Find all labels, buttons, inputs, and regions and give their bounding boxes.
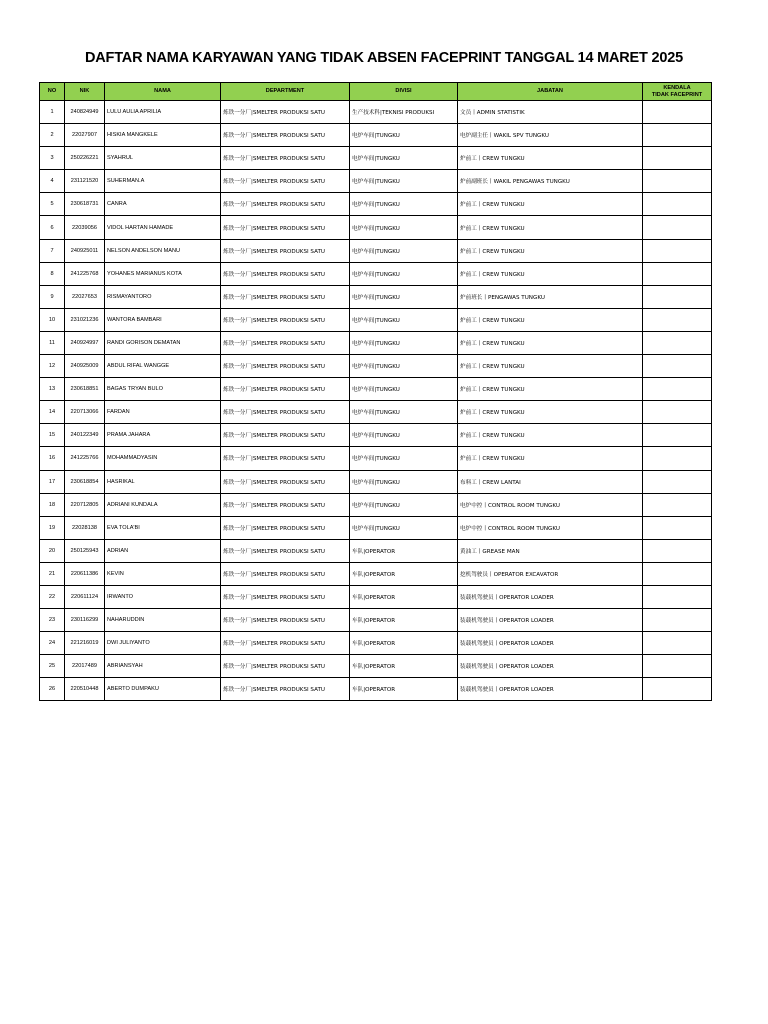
cell-kendala <box>643 516 712 539</box>
cell-jabatan: 装载机驾驶员丨OPERATOR LOADER <box>458 609 643 632</box>
header-jabatan: JABATAN <box>458 83 643 101</box>
cell-divisi: 电炉车间|TUNGKU <box>350 331 458 354</box>
cell-divisi: 电炉车间|TUNGKU <box>350 470 458 493</box>
cell-divisi: 电炉车间|TUNGKU <box>350 216 458 239</box>
cell-jabatan: 炉前工丨CREW TUNGKU <box>458 378 643 401</box>
cell-divisi: 车队|OPERATOR <box>350 655 458 678</box>
cell-jabatan: 炉前工丨CREW TUNGKU <box>458 447 643 470</box>
cell-jabatan: 炉前工丨CREW TUNGKU <box>458 424 643 447</box>
cell-divisi: 电炉车间|TUNGKU <box>350 401 458 424</box>
cell-department: 炼铁一分厂|SMELTER PRODUKSI SATU <box>221 655 350 678</box>
cell-jabatan: 炉前工丨CREW TUNGKU <box>458 308 643 331</box>
cell-no: 21 <box>40 562 65 585</box>
cell-nik: 240925009 <box>65 355 105 378</box>
cell-department: 炼铁一分厂|SMELTER PRODUKSI SATU <box>221 193 350 216</box>
cell-kendala <box>643 124 712 147</box>
cell-kendala <box>643 678 712 701</box>
cell-no: 6 <box>40 216 65 239</box>
cell-jabatan: 炉前工丨CREW TUNGKU <box>458 147 643 170</box>
table-row <box>40 101 712 124</box>
cell-no: 9 <box>40 285 65 308</box>
table-row <box>40 470 712 493</box>
cell-department: 炼铁一分厂|SMELTER PRODUKSI SATU <box>221 447 350 470</box>
cell-no: 16 <box>40 447 65 470</box>
table-row <box>40 655 712 678</box>
cell-kendala <box>643 239 712 262</box>
cell-no: 23 <box>40 609 65 632</box>
table-body <box>40 101 712 701</box>
cell-divisi: 电炉车间|TUNGKU <box>350 308 458 331</box>
cell-department: 炼铁一分厂|SMELTER PRODUKSI SATU <box>221 147 350 170</box>
cell-nama: IRWANTO <box>105 585 221 608</box>
cell-department: 炼铁一分厂|SMELTER PRODUKSI SATU <box>221 378 350 401</box>
cell-nik: 220510448 <box>65 678 105 701</box>
cell-jabatan: 电炉中控丨CONTROL ROOM TUNGKU <box>458 493 643 516</box>
cell-department: 炼铁一分厂|SMELTER PRODUKSI SATU <box>221 101 350 124</box>
cell-nik: 221216019 <box>65 632 105 655</box>
cell-nik: 250226221 <box>65 147 105 170</box>
cell-kendala <box>643 378 712 401</box>
cell-no: 24 <box>40 632 65 655</box>
cell-nama: ADRIAN <box>105 539 221 562</box>
cell-department: 炼铁一分厂|SMELTER PRODUKSI SATU <box>221 285 350 308</box>
cell-kendala <box>643 147 712 170</box>
cell-kendala <box>643 655 712 678</box>
cell-jabatan: 挖机驾驶员丨OPERATOR EXCAVATOR <box>458 562 643 585</box>
cell-department: 炼铁一分厂|SMELTER PRODUKSI SATU <box>221 239 350 262</box>
table-row <box>40 378 712 401</box>
cell-nik: 240925011 <box>65 239 105 262</box>
cell-nama: FARDAN <box>105 401 221 424</box>
cell-nik: 220713066 <box>65 401 105 424</box>
cell-divisi: 电炉车间|TUNGKU <box>350 447 458 470</box>
table-row <box>40 678 712 701</box>
table-row <box>40 632 712 655</box>
cell-nik: 230618851 <box>65 378 105 401</box>
cell-nama: SYAHRUL <box>105 147 221 170</box>
cell-no: 19 <box>40 516 65 539</box>
cell-department: 炼铁一分厂|SMELTER PRODUKSI SATU <box>221 331 350 354</box>
cell-nama: VIDOL HARTAN HAMADE <box>105 216 221 239</box>
cell-department: 炼铁一分厂|SMELTER PRODUKSI SATU <box>221 424 350 447</box>
cell-nik: 22017489 <box>65 655 105 678</box>
cell-jabatan: 布料工丨CREW LANTAI <box>458 470 643 493</box>
table-row <box>40 355 712 378</box>
cell-nik: 230618731 <box>65 193 105 216</box>
cell-nama: MOHAMMADYASIN <box>105 447 221 470</box>
table-row <box>40 562 712 585</box>
cell-kendala <box>643 170 712 193</box>
cell-department: 炼铁一分厂|SMELTER PRODUKSI SATU <box>221 355 350 378</box>
table-row <box>40 539 712 562</box>
cell-divisi: 电炉车间|TUNGKU <box>350 124 458 147</box>
cell-no: 18 <box>40 493 65 516</box>
cell-department: 炼铁一分厂|SMELTER PRODUKSI SATU <box>221 632 350 655</box>
cell-no: 7 <box>40 239 65 262</box>
cell-jabatan: 炉前工丨CREW TUNGKU <box>458 262 643 285</box>
cell-department: 炼铁一分厂|SMELTER PRODUKSI SATU <box>221 262 350 285</box>
cell-department: 炼铁一分厂|SMELTER PRODUKSI SATU <box>221 539 350 562</box>
cell-jabatan: 装载机驾驶员丨OPERATOR LOADER <box>458 655 643 678</box>
cell-nik: 241225768 <box>65 262 105 285</box>
cell-no: 15 <box>40 424 65 447</box>
cell-nik: 220611124 <box>65 585 105 608</box>
cell-divisi: 电炉车间|TUNGKU <box>350 193 458 216</box>
cell-nama: RANDI GORISON DEMATAN <box>105 331 221 354</box>
cell-department: 炼铁一分厂|SMELTER PRODUKSI SATU <box>221 678 350 701</box>
cell-nik: 250125943 <box>65 539 105 562</box>
cell-no: 17 <box>40 470 65 493</box>
cell-divisi: 电炉车间|TUNGKU <box>350 147 458 170</box>
header-nama: NAMA <box>105 83 221 101</box>
cell-kendala <box>643 285 712 308</box>
cell-no: 26 <box>40 678 65 701</box>
table-row <box>40 170 712 193</box>
cell-nik: 22039056 <box>65 216 105 239</box>
table-row <box>40 262 712 285</box>
cell-kendala <box>643 101 712 124</box>
cell-divisi: 电炉车间|TUNGKU <box>350 493 458 516</box>
cell-jabatan: 黄油工丨GREASE MAN <box>458 539 643 562</box>
cell-divisi: 电炉车间|TUNGKU <box>350 424 458 447</box>
cell-kendala <box>643 308 712 331</box>
cell-kendala <box>643 609 712 632</box>
cell-divisi: 电炉车间|TUNGKU <box>350 378 458 401</box>
cell-nama: WANTORA BAMBARI <box>105 308 221 331</box>
table-row <box>40 493 712 516</box>
cell-nama: YOHANES MARIANUS KOTA <box>105 262 221 285</box>
table-row <box>40 401 712 424</box>
cell-kendala <box>643 539 712 562</box>
cell-kendala <box>643 216 712 239</box>
cell-jabatan: 炉前工丨CREW TUNGKU <box>458 193 643 216</box>
cell-jabatan: 炉前班长丨PENGAWAS TUNGKU <box>458 285 643 308</box>
cell-no: 1 <box>40 101 65 124</box>
table-row <box>40 239 712 262</box>
cell-nik: 240122349 <box>65 424 105 447</box>
cell-no: 2 <box>40 124 65 147</box>
cell-nama: HISKIA MANGKELE <box>105 124 221 147</box>
header-kendala <box>643 83 712 101</box>
cell-nama: ADRIANI KUNDALA <box>105 493 221 516</box>
cell-jabatan: 电炉中控丨CONTROL ROOM TUNGKU <box>458 516 643 539</box>
cell-divisi: 电炉车间|TUNGKU <box>350 355 458 378</box>
cell-divisi: 车队|OPERATOR <box>350 585 458 608</box>
cell-jabatan: 炉前工丨CREW TUNGKU <box>458 401 643 424</box>
cell-nik: 240924997 <box>65 331 105 354</box>
cell-department: 炼铁一分厂|SMELTER PRODUKSI SATU <box>221 609 350 632</box>
cell-nik: 240824949 <box>65 101 105 124</box>
cell-divisi: 电炉车间|TUNGKU <box>350 516 458 539</box>
cell-nik: 220611386 <box>65 562 105 585</box>
cell-jabatan: 文员丨ADMIN STATISTIK <box>458 101 643 124</box>
cell-jabatan: 炉前工丨CREW TUNGKU <box>458 355 643 378</box>
cell-no: 25 <box>40 655 65 678</box>
cell-department: 炼铁一分厂|SMELTER PRODUKSI SATU <box>221 585 350 608</box>
cell-nik: 22027653 <box>65 285 105 308</box>
table-row <box>40 585 712 608</box>
table-row <box>40 216 712 239</box>
cell-nik: 241225766 <box>65 447 105 470</box>
cell-kendala <box>643 193 712 216</box>
table-row <box>40 124 712 147</box>
cell-divisi: 电炉车间|TUNGKU <box>350 285 458 308</box>
table-row <box>40 147 712 170</box>
cell-department: 炼铁一分厂|SMELTER PRODUKSI SATU <box>221 562 350 585</box>
cell-department: 炼铁一分厂|SMELTER PRODUKSI SATU <box>221 493 350 516</box>
cell-nama: NAHARUDDIN <box>105 609 221 632</box>
cell-divisi: 电炉车间|TUNGKU <box>350 262 458 285</box>
cell-jabatan: 装载机驾驶员丨OPERATOR LOADER <box>458 632 643 655</box>
cell-nama: DWI JULIYANTO <box>105 632 221 655</box>
cell-department: 炼铁一分厂|SMELTER PRODUKSI SATU <box>221 401 350 424</box>
cell-no: 4 <box>40 170 65 193</box>
cell-nik: 231121520 <box>65 170 105 193</box>
table-row <box>40 424 712 447</box>
table-row <box>40 331 712 354</box>
cell-nama: RISMAYANTORO <box>105 285 221 308</box>
cell-kendala <box>643 424 712 447</box>
cell-nik: 22028138 <box>65 516 105 539</box>
cell-nama: HASRIKAL <box>105 470 221 493</box>
cell-jabatan: 炉前工丨CREW TUNGKU <box>458 239 643 262</box>
header-nik: NIK <box>65 83 105 101</box>
cell-divisi: 车队|OPERATOR <box>350 632 458 655</box>
cell-jabatan: 电炉副主任丨WAKIL SPV TUNGKU <box>458 124 643 147</box>
cell-nama: ABDUL RIFAL WANGGE <box>105 355 221 378</box>
table-header-row <box>40 83 712 101</box>
table-row <box>40 308 712 331</box>
cell-no: 8 <box>40 262 65 285</box>
cell-nama: NELSON ANDELSON MANU <box>105 239 221 262</box>
header-divisi: DIVISI <box>350 83 458 101</box>
table-row <box>40 516 712 539</box>
header-no: NO <box>40 83 65 101</box>
cell-divisi: 车队|OPERATOR <box>350 539 458 562</box>
cell-kendala <box>643 331 712 354</box>
cell-no: 22 <box>40 585 65 608</box>
cell-kendala <box>643 262 712 285</box>
cell-no: 12 <box>40 355 65 378</box>
cell-kendala <box>643 493 712 516</box>
header-department: DEPARTMENT <box>221 83 350 101</box>
cell-nik: 230618854 <box>65 470 105 493</box>
cell-jabatan: 炉前工丨CREW TUNGKU <box>458 331 643 354</box>
cell-department: 炼铁一分厂|SMELTER PRODUKSI SATU <box>221 124 350 147</box>
cell-no: 13 <box>40 378 65 401</box>
cell-divisi: 生产技术科|TEKNISI PRODUKSI <box>350 101 458 124</box>
cell-divisi: 车队|OPERATOR <box>350 609 458 632</box>
cell-kendala <box>643 632 712 655</box>
cell-jabatan: 炉前工丨CREW TUNGKU <box>458 216 643 239</box>
cell-nama: PRAMA JAHARA <box>105 424 221 447</box>
cell-no: 11 <box>40 331 65 354</box>
cell-jabatan: 炉前副班长丨WAKIL PENGAWAS TUNGKU <box>458 170 643 193</box>
cell-nama: BAGAS TRYAN BULO <box>105 378 221 401</box>
cell-no: 14 <box>40 401 65 424</box>
cell-kendala <box>643 585 712 608</box>
cell-department: 炼铁一分厂|SMELTER PRODUKSI SATU <box>221 216 350 239</box>
cell-divisi: 电炉车间|TUNGKU <box>350 170 458 193</box>
cell-nik: 220712805 <box>65 493 105 516</box>
employee-table <box>39 82 712 701</box>
cell-divisi: 电炉车间|TUNGKU <box>350 239 458 262</box>
cell-no: 20 <box>40 539 65 562</box>
cell-no: 10 <box>40 308 65 331</box>
cell-no: 3 <box>40 147 65 170</box>
cell-kendala <box>643 447 712 470</box>
cell-nik: 231021236 <box>65 308 105 331</box>
cell-department: 炼铁一分厂|SMELTER PRODUKSI SATU <box>221 516 350 539</box>
cell-nik: 22027907 <box>65 124 105 147</box>
cell-department: 炼铁一分厂|SMELTER PRODUKSI SATU <box>221 470 350 493</box>
table-row <box>40 285 712 308</box>
cell-kendala <box>643 562 712 585</box>
cell-kendala <box>643 470 712 493</box>
cell-divisi: 车队|OPERATOR <box>350 678 458 701</box>
table-row <box>40 447 712 470</box>
table-row <box>40 609 712 632</box>
cell-kendala <box>643 355 712 378</box>
cell-nama: CANRA <box>105 193 221 216</box>
cell-nama: EVA TOLA'BI <box>105 516 221 539</box>
cell-kendala <box>643 401 712 424</box>
table-row <box>40 193 712 216</box>
header-kendala-line1: KENDALA <box>663 85 691 92</box>
cell-jabatan: 装载机驾驶员丨OPERATOR LOADER <box>458 678 643 701</box>
cell-department: 炼铁一分厂|SMELTER PRODUKSI SATU <box>221 308 350 331</box>
cell-nama: ABRIANSYAH <box>105 655 221 678</box>
cell-nama: LULU AULIA APRILIA <box>105 101 221 124</box>
cell-nama: ABERTO DUMPAKU <box>105 678 221 701</box>
cell-nik: 230116299 <box>65 609 105 632</box>
cell-department: 炼铁一分厂|SMELTER PRODUKSI SATU <box>221 170 350 193</box>
header-kendala-line2: TIDAK FACEPRINT <box>651 91 703 98</box>
cell-divisi: 车队|OPERATOR <box>350 562 458 585</box>
cell-no: 5 <box>40 193 65 216</box>
page-title: DAFTAR NAMA KARYAWAN YANG TIDAK ABSEN FACEPRINT TANGGAL 14 MARET 2025 <box>85 50 683 66</box>
cell-nama: SUHERMAN.A <box>105 170 221 193</box>
cell-nama: KEVIN <box>105 562 221 585</box>
cell-jabatan: 装载机驾驶员丨OPERATOR LOADER <box>458 585 643 608</box>
